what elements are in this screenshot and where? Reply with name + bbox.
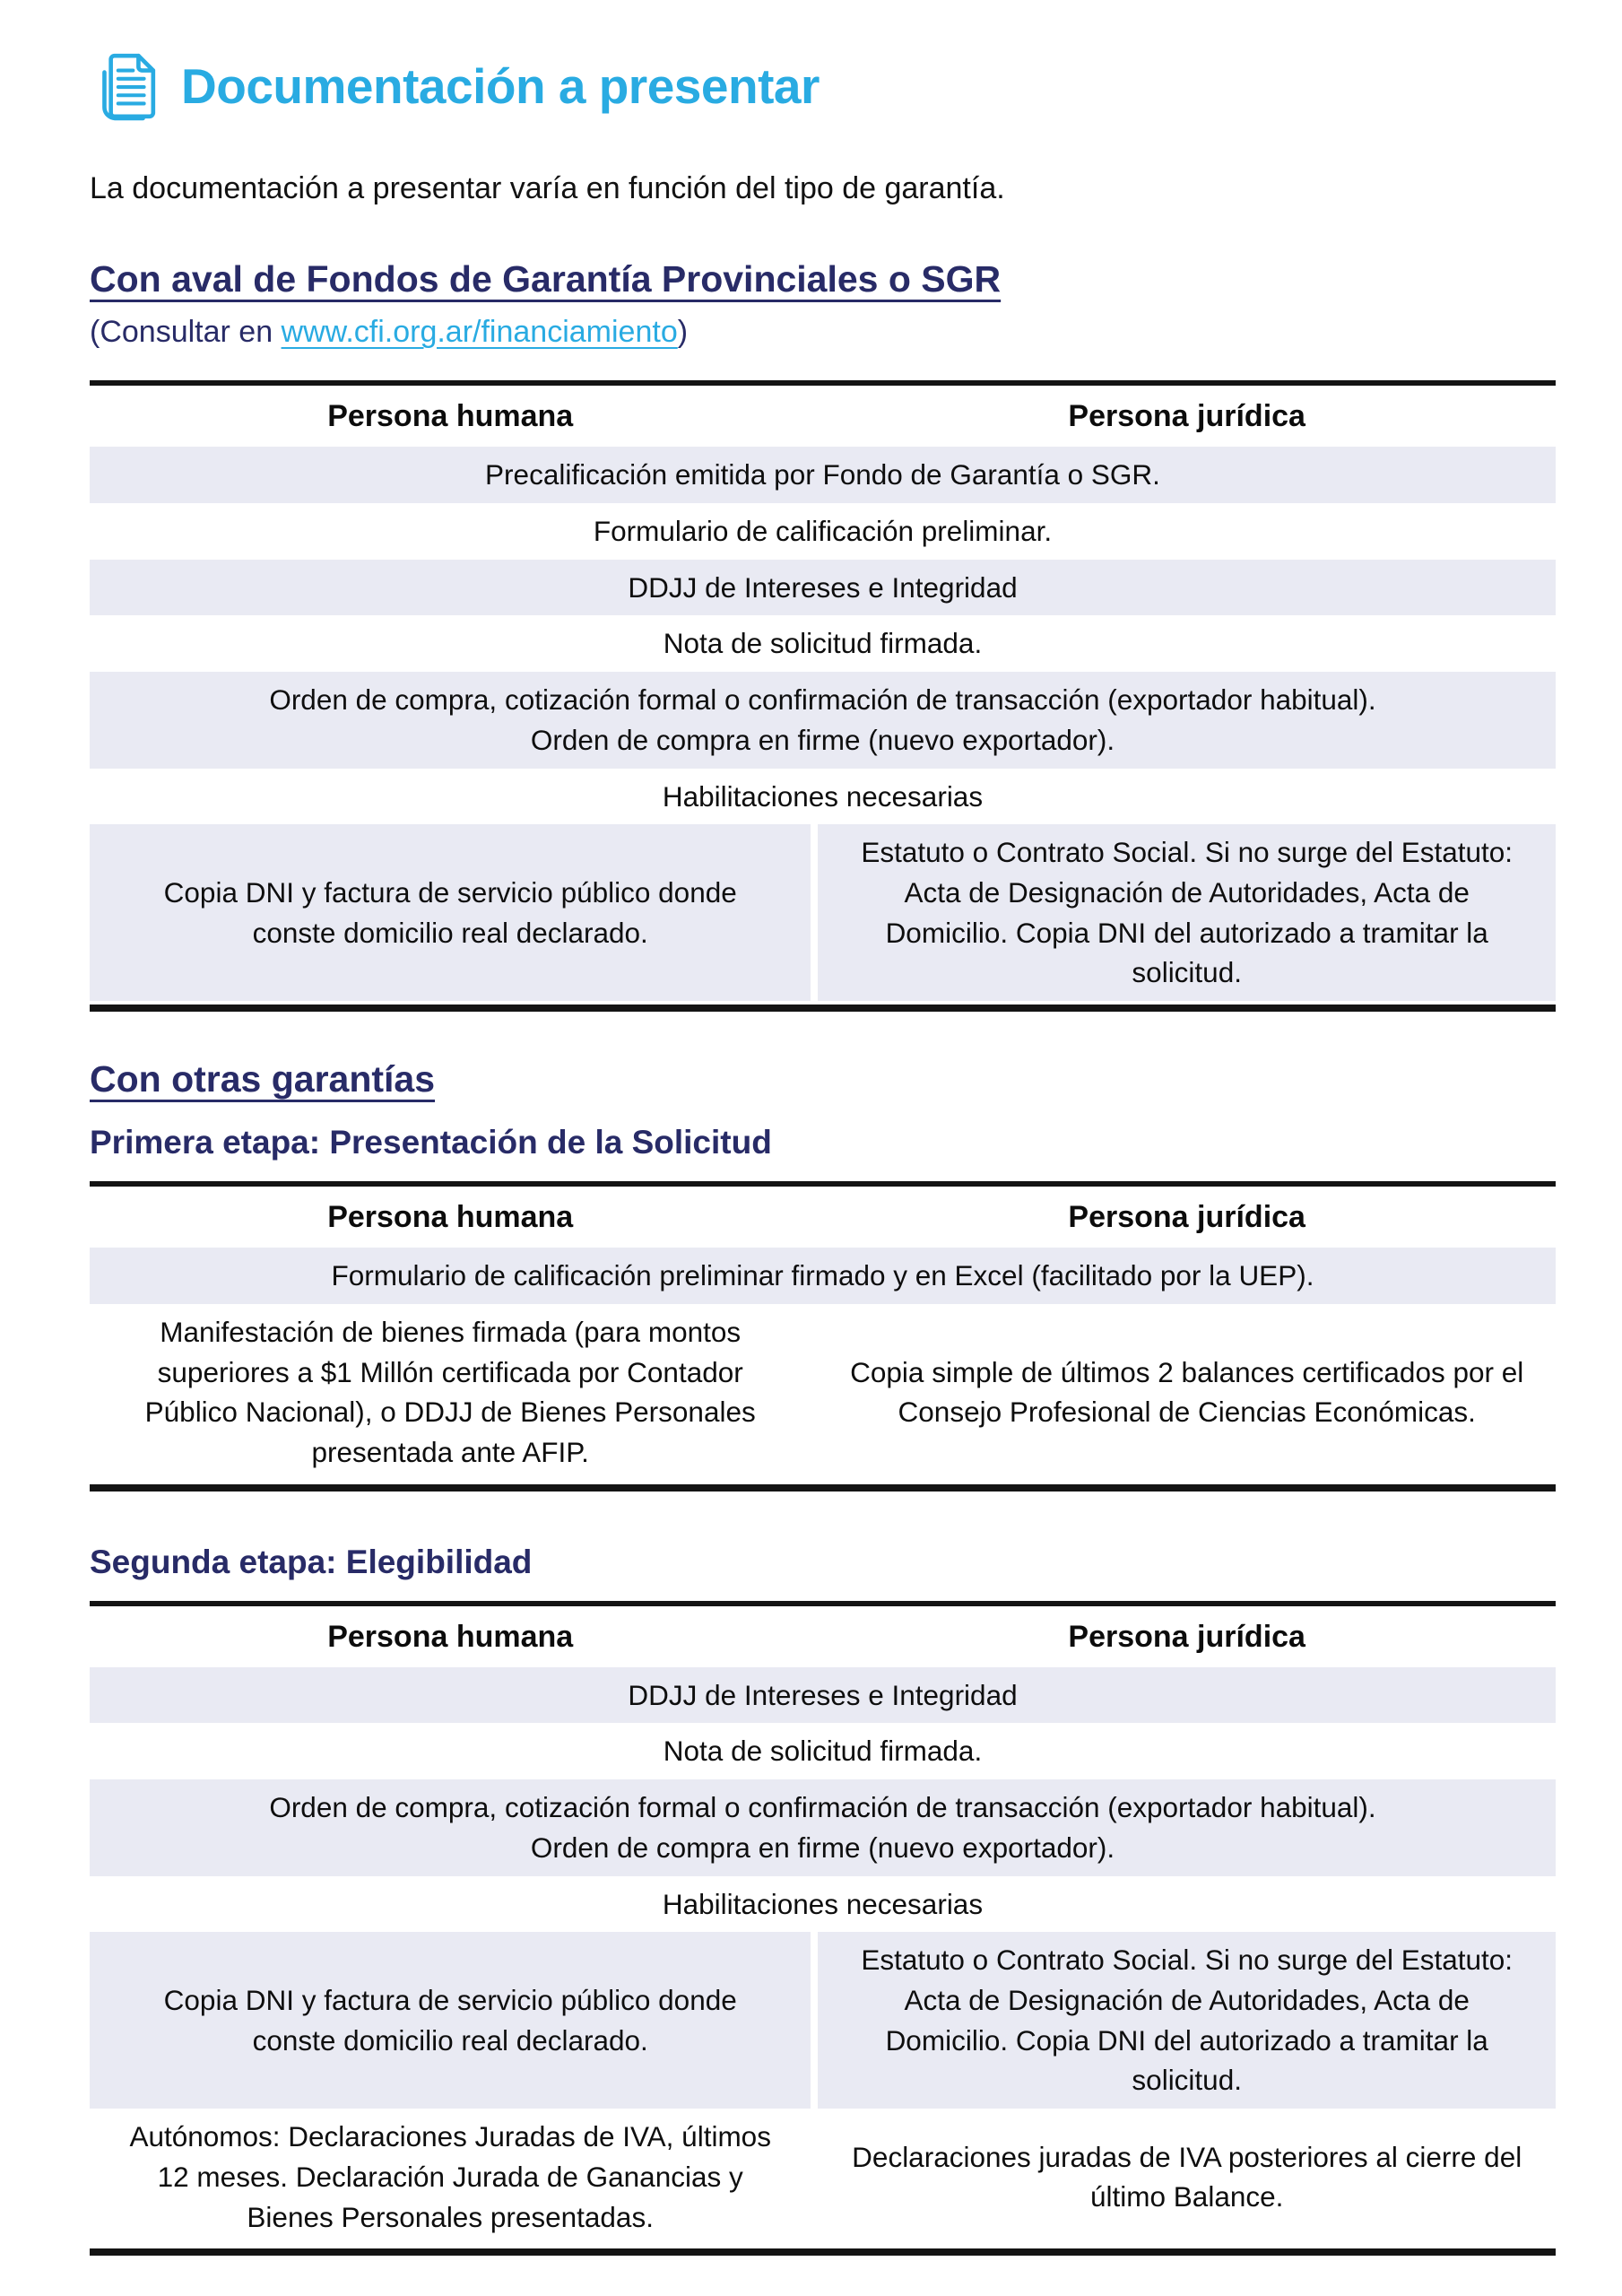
cell-persona-humana: Manifestación de bienes firmada (para montos superiores a $1 Millón certificada por Contador Público Nacional), o DDJJ de Bienes Personales presentada ante AFIP. xyxy=(144,1315,756,1468)
cell-persona-juridica: Estatuto o Contrato Social. Si no surge del Estatuto: Acta de Designación de Autoridades, Acta de Domicilio. Copia DNI del autorizado a tramitar la solicitud. xyxy=(818,1932,1556,2109)
table-header-row xyxy=(90,1187,1556,1248)
consult-prefix: (Consultar en xyxy=(90,315,282,350)
column-header-persona-humana: Persona humana xyxy=(327,399,574,434)
table-row xyxy=(90,560,1556,616)
table-row xyxy=(90,1304,1556,1481)
table-row xyxy=(90,1248,1556,1304)
column-header-persona-humana: Persona humana xyxy=(327,1619,574,1654)
consult-line xyxy=(90,315,1556,350)
row-text: Orden de compra, cotización formal o confirmación de transacción (exportador habitual). xyxy=(269,1791,1376,1824)
row-text: Formulario de calificación preliminar firmado y en Excel (facilitado por la UEP). xyxy=(331,1259,1314,1292)
table-row xyxy=(90,1779,1556,1875)
consult-suffix: ) xyxy=(677,315,689,350)
stage1-heading: Primera etapa: Presentación de la Solicitud xyxy=(90,1124,772,1161)
row-text: Nota de solicitud firmada. xyxy=(663,1735,983,1768)
row-text: Orden de compra en firme (nuevo exportador). xyxy=(530,1831,1115,1864)
page-header xyxy=(90,50,1556,122)
row-text: Habilitaciones necesarias xyxy=(662,779,984,813)
table-row xyxy=(90,503,1556,560)
cell-persona-humana: Copia DNI y factura de servicio público donde conste domicilio real declarado. xyxy=(90,1932,811,2109)
table-row xyxy=(90,672,1556,768)
table-sgr xyxy=(90,380,1556,1012)
cell-persona-juridica: Copia simple de últimos 2 balances certificados por el Consejo Profesional de Ciencias Económicas. xyxy=(850,1355,1524,1429)
table-row xyxy=(90,1932,1556,2109)
row-text: Nota de solicitud firmada. xyxy=(663,627,983,660)
row-text: Formulario de calificación preliminar. xyxy=(593,514,1053,547)
table-header-row xyxy=(90,1606,1556,1667)
table-row xyxy=(90,1876,1556,1933)
table-row xyxy=(90,2109,1556,2245)
row-text: DDJJ de Intereses e Integridad xyxy=(628,1678,1018,1711)
table-row xyxy=(90,1723,1556,1779)
row-text: Precalificación emitida por Fondo de Garantía o SGR. xyxy=(485,458,1160,491)
table-header-row xyxy=(90,386,1556,447)
cfi-financing-link[interactable]: www.cfi.org.ar/financiamiento xyxy=(281,315,678,350)
cell-persona-juridica: Declaraciones juradas de IVA posteriores al cierre del último Balance. xyxy=(852,2140,1522,2213)
table-row xyxy=(90,1667,1556,1724)
column-header-persona-humana: Persona humana xyxy=(327,1200,574,1235)
row-text: Orden de compra en firme (nuevo exportador). xyxy=(530,723,1115,756)
table-stage2 xyxy=(90,1601,1556,2257)
section-heading-sgr: Con aval de Fondos de Garantía Provinciales o SGR xyxy=(90,258,1002,300)
document-icon xyxy=(90,50,158,122)
row-text: Habilitaciones necesarias xyxy=(662,1887,984,1920)
section-heading-otras: Con otras garantías xyxy=(90,1058,436,1100)
row-text: Orden de compra, cotización formal o confirmación de transacción (exportador habitual). xyxy=(269,683,1376,717)
table-row xyxy=(90,447,1556,503)
intro-text: La documentación a presentar varía en función del tipo de garantía. xyxy=(90,171,1005,205)
column-header-persona-juridica: Persona jurídica xyxy=(1068,1619,1305,1654)
row-text: DDJJ de Intereses e Integridad xyxy=(628,570,1018,604)
column-header-persona-juridica: Persona jurídica xyxy=(1068,399,1305,434)
cell-persona-humana: Autónomos: Declaraciones Juradas de IVA, últimos 12 meses. Declaración Jurada de Ganancias y Bienes Personales presentadas. xyxy=(129,2120,771,2233)
stage2-heading: Segunda etapa: Elegibilidad xyxy=(90,1543,533,1580)
table-row xyxy=(90,769,1556,825)
table-stage1 xyxy=(90,1181,1556,1492)
column-header-persona-juridica: Persona jurídica xyxy=(1068,1200,1305,1235)
cell-persona-juridica: Estatuto o Contrato Social. Si no surge del Estatuto: Acta de Designación de Autoridades, Acta de Domicilio. Copia DNI del autorizado a tramitar la solicitud. xyxy=(818,824,1556,1001)
table-row xyxy=(90,615,1556,672)
cell-persona-humana: Copia DNI y factura de servicio público donde conste domicilio real declarado. xyxy=(90,824,811,1001)
page-title: Documentación a presentar xyxy=(181,58,820,114)
table-row xyxy=(90,824,1556,1001)
